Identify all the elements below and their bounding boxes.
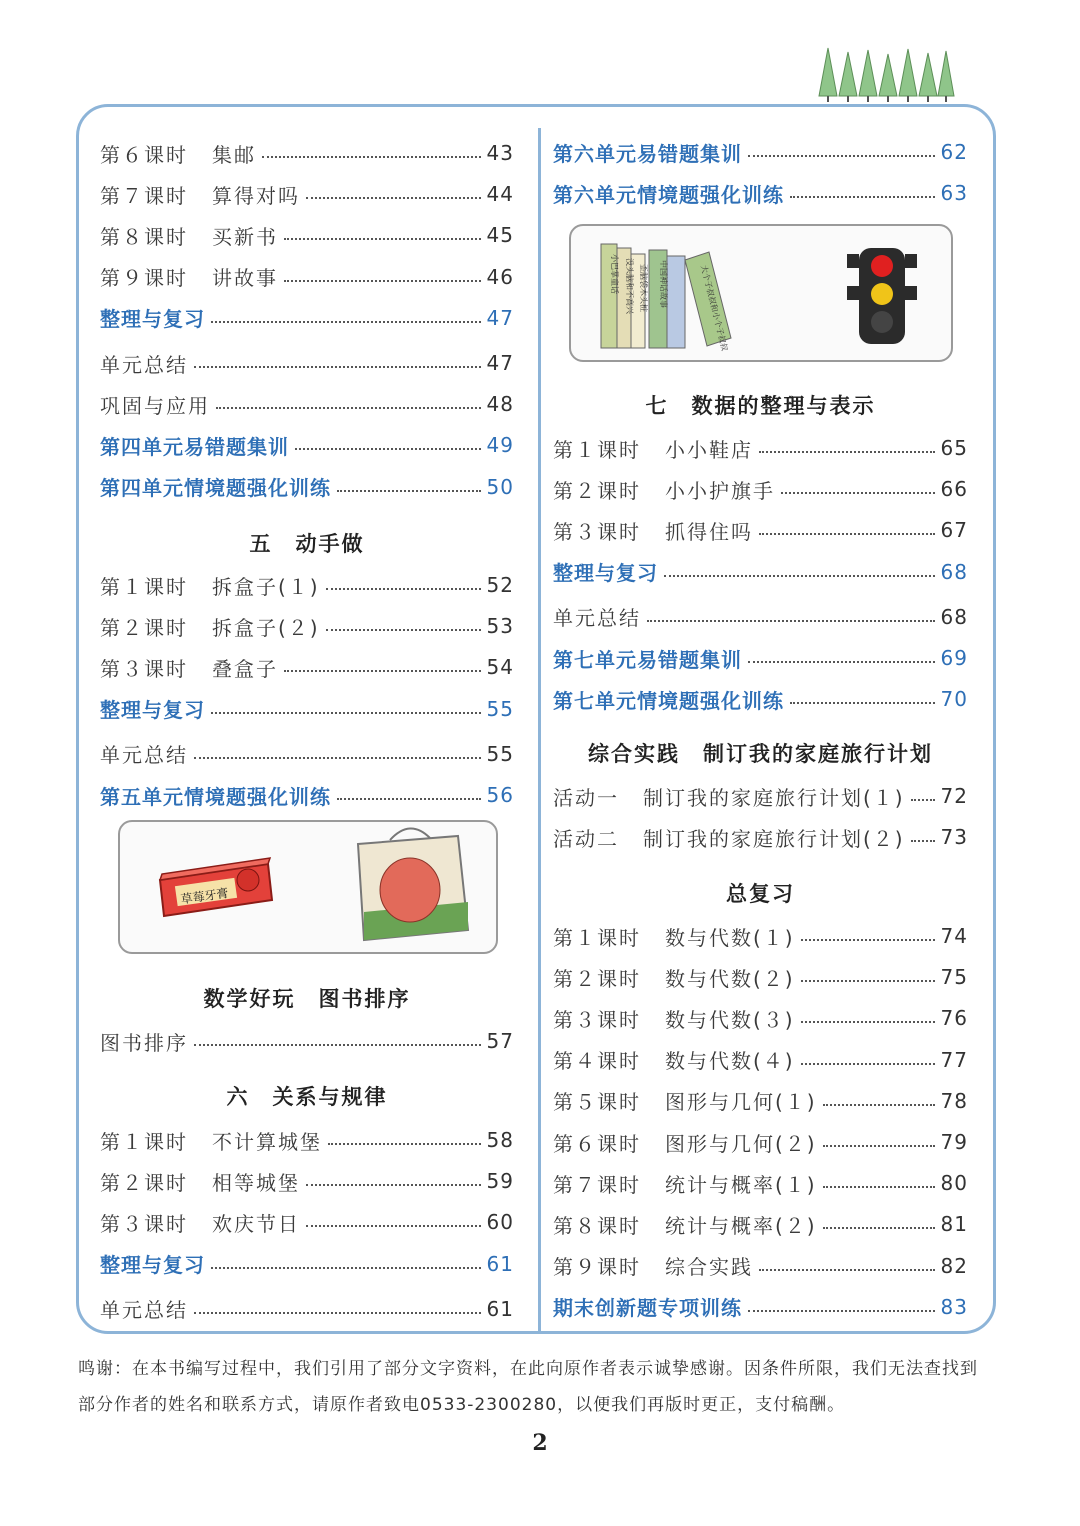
toc-title: 期末创新题专项训练 bbox=[553, 1296, 742, 1321]
toc-title: 相等城堡 bbox=[212, 1170, 300, 1195]
toc-title: 单元总结 bbox=[553, 606, 641, 631]
toc-leader-dots bbox=[326, 629, 481, 631]
acknowledgement-line-2: 部分作者的姓名和联系方式，请原作者致电0533-2300280，以便我们再版时更正，支付稿酬。 bbox=[78, 1395, 846, 1415]
toc-entry bbox=[553, 1206, 968, 1242]
section-title-unit6: 六 关系与规律 bbox=[226, 1085, 388, 1109]
toc-title: 第四单元情境题强化训练 bbox=[100, 476, 331, 501]
toc-entry bbox=[100, 176, 514, 212]
toc-lesson-number: 第９课时 bbox=[100, 266, 188, 291]
toc-page-number: 43 bbox=[486, 141, 514, 165]
toc-page-number: 72 bbox=[940, 784, 968, 808]
toc-title: 数与代数(１) bbox=[665, 925, 795, 950]
toc-title: 买新书 bbox=[212, 224, 278, 249]
toc-entry bbox=[553, 1083, 968, 1119]
toc-leader-dots bbox=[284, 670, 481, 672]
toc-entry bbox=[553, 1248, 968, 1284]
toc-lesson-number: 第２课时 bbox=[553, 478, 641, 503]
toc-lesson-number: 第１课时 bbox=[553, 437, 641, 462]
toc-leader-dots bbox=[306, 197, 481, 199]
toc-leader-dots bbox=[823, 1186, 935, 1188]
toc-leader-dots bbox=[284, 238, 481, 240]
toc-leader-dots bbox=[759, 533, 935, 535]
toc-page-number: 62 bbox=[940, 140, 968, 164]
toc-entry bbox=[100, 1023, 514, 1059]
toc-lesson-number: 第６课时 bbox=[100, 142, 188, 167]
toc-leader-dots bbox=[211, 321, 481, 323]
section-title-general-review: 总复习 bbox=[726, 882, 795, 906]
toc-entry bbox=[553, 681, 968, 717]
toc-entry bbox=[553, 819, 968, 855]
toc-leader-dots bbox=[748, 1310, 935, 1312]
toc-leader-dots bbox=[748, 155, 935, 157]
toc-title: 整理与复习 bbox=[100, 307, 205, 332]
toc-title: 第四单元易错题集训 bbox=[100, 434, 289, 459]
toc-page-number: 68 bbox=[940, 604, 968, 629]
toc-page-number: 75 bbox=[940, 965, 968, 990]
toc-entry bbox=[553, 554, 968, 590]
toc-lesson-number: 第２课时 bbox=[100, 1170, 188, 1195]
toc-entry bbox=[553, 959, 968, 995]
toothpaste-box-illustration bbox=[118, 820, 498, 954]
toc-title: 数与代数(２) bbox=[665, 966, 795, 991]
toc-page-number: 55 bbox=[486, 741, 514, 766]
toc-title: 整理与复习 bbox=[100, 698, 205, 723]
toc-page-number: 59 bbox=[486, 1169, 514, 1194]
toc-title: 综合实践 bbox=[665, 1255, 753, 1280]
toc-entry bbox=[100, 649, 514, 685]
toc-page-number: 54 bbox=[486, 655, 514, 680]
toc-title: 第七单元情境题强化训练 bbox=[553, 688, 784, 713]
traffic-light-icon bbox=[847, 248, 917, 344]
toc-title: 小小鞋店 bbox=[665, 437, 753, 462]
toc-title: 拆盒子(２) bbox=[212, 615, 320, 640]
toc-entry bbox=[553, 1289, 968, 1325]
toc-page-number: 70 bbox=[940, 687, 968, 712]
toc-entry bbox=[553, 471, 968, 507]
toc-title: 数与代数(４) bbox=[665, 1049, 795, 1074]
toc-leader-dots bbox=[328, 1143, 481, 1145]
toc-leader-dots bbox=[911, 840, 935, 842]
toc-page-number: 77 bbox=[940, 1047, 968, 1072]
toc-leader-dots bbox=[284, 280, 481, 282]
toc-title: 小小护旗手 bbox=[665, 478, 775, 503]
toc-page-number: 83 bbox=[940, 1294, 968, 1319]
toc-lesson-number: 第１课时 bbox=[553, 925, 641, 950]
toc-entry bbox=[553, 1165, 968, 1201]
toc-page-number: 57 bbox=[486, 1029, 514, 1053]
toc-title: 图形与几何(２) bbox=[665, 1131, 817, 1156]
toc-entry bbox=[100, 469, 514, 505]
book-title-4: 中国神话故事 bbox=[659, 260, 668, 308]
toc-title: 不计算城堡 bbox=[212, 1129, 322, 1154]
toc-page-number: 80 bbox=[940, 1171, 968, 1196]
toc-lesson-number: 第７课时 bbox=[100, 183, 188, 208]
toc-page-number: 58 bbox=[486, 1128, 514, 1152]
toc-title: 第六单元易错题集训 bbox=[553, 141, 742, 166]
toc-page-number: 44 bbox=[486, 182, 514, 207]
toc-page-number: 82 bbox=[940, 1253, 968, 1278]
toc-leader-dots bbox=[759, 1269, 935, 1271]
toc-page-number: 45 bbox=[486, 223, 514, 248]
books-traffic-light-illustration bbox=[569, 224, 953, 362]
toc-lesson-number: 第８课时 bbox=[100, 224, 188, 249]
section-title-unit7: 七 数据的整理与表示 bbox=[645, 394, 876, 418]
toc-leader-dots bbox=[748, 661, 935, 663]
toc-title: 整理与复习 bbox=[100, 1253, 205, 1278]
toc-page-number: 55 bbox=[486, 696, 514, 721]
toc-leader-dots bbox=[823, 1227, 935, 1229]
toc-leader-dots bbox=[337, 798, 481, 800]
toc-page-number: 49 bbox=[486, 433, 514, 458]
toc-lesson-number: 第５课时 bbox=[553, 1090, 641, 1115]
toc-entry bbox=[100, 1122, 514, 1158]
toc-page-number: 68 bbox=[940, 559, 968, 584]
toc-leader-dots bbox=[194, 1044, 481, 1046]
toc-leader-dots bbox=[295, 448, 481, 450]
column-divider bbox=[538, 128, 541, 1334]
toc-entry bbox=[553, 778, 968, 814]
toc-page-number: 63 bbox=[940, 181, 968, 206]
toc-page-number: 74 bbox=[940, 924, 968, 948]
toc-leader-dots bbox=[647, 620, 935, 622]
toc-entry bbox=[100, 691, 514, 727]
toc-entry bbox=[100, 135, 514, 171]
toc-page-number: 52 bbox=[486, 573, 514, 597]
toc-title: 抓得住吗 bbox=[665, 519, 753, 544]
toc-leader-dots bbox=[194, 757, 481, 759]
book-title-3: 歪脑袋木头桩 bbox=[639, 264, 648, 312]
toc-leader-dots bbox=[801, 1063, 935, 1065]
toc-leader-dots bbox=[790, 702, 935, 704]
toc-title: 拆盒子(１) bbox=[212, 574, 320, 599]
toc-entry bbox=[553, 918, 968, 954]
toc-page-number: 61 bbox=[486, 1251, 514, 1276]
toc-title: 整理与复习 bbox=[553, 561, 658, 586]
toc-leader-dots bbox=[211, 712, 481, 714]
toc-entry bbox=[100, 427, 514, 463]
toc-page-number: 69 bbox=[940, 646, 968, 670]
toc-page-number: 81 bbox=[940, 1212, 968, 1237]
toc-lesson-number: 第１课时 bbox=[100, 574, 188, 599]
toc-leader-dots bbox=[337, 490, 481, 492]
toc-entry bbox=[553, 512, 968, 548]
toc-title: 单元总结 bbox=[100, 1298, 188, 1323]
toc-lesson-number: 活动一 bbox=[553, 785, 619, 810]
toc-entry bbox=[100, 300, 514, 336]
toc-leader-dots bbox=[211, 1267, 481, 1269]
toc-title: 集邮 bbox=[212, 142, 256, 167]
toc-entry bbox=[553, 1000, 968, 1036]
toc-entry bbox=[553, 430, 968, 466]
toc-entry bbox=[100, 1204, 514, 1240]
toc-title: 讲故事 bbox=[212, 266, 278, 291]
toc-leader-dots bbox=[801, 939, 935, 941]
section-title-unit5: 五 动手做 bbox=[249, 532, 365, 556]
toc-page-number: 61 bbox=[486, 1296, 514, 1321]
toc-title: 图形与几何(１) bbox=[665, 1090, 817, 1115]
toc-entry bbox=[553, 175, 968, 211]
toc-title: 统计与概率(１) bbox=[665, 1172, 817, 1197]
toc-lesson-number: 第２课时 bbox=[553, 966, 641, 991]
toc-leader-dots bbox=[326, 588, 481, 590]
toc-page-number: 73 bbox=[940, 825, 968, 850]
toc-page-number: 79 bbox=[940, 1130, 968, 1154]
page-number: 2 bbox=[532, 1430, 548, 1456]
toc-title: 叠盒子 bbox=[212, 656, 278, 681]
toc-page-number: 47 bbox=[486, 351, 514, 375]
toc-entry bbox=[100, 259, 514, 295]
toc-lesson-number: 第１课时 bbox=[100, 1129, 188, 1154]
toc-entry bbox=[553, 134, 968, 170]
toc-lesson-number: 第８课时 bbox=[553, 1213, 641, 1238]
toc-leader-dots bbox=[306, 1225, 481, 1227]
toc-page-number: 76 bbox=[940, 1006, 968, 1031]
toc-title: 制订我的家庭旅行计划(２) bbox=[643, 826, 905, 851]
toc-lesson-number: 第２课时 bbox=[100, 615, 188, 640]
toc-page-number: 46 bbox=[486, 264, 514, 289]
toc-title: 第七单元易错题集训 bbox=[553, 647, 742, 672]
toothpaste-box-label: 草莓牙膏 bbox=[179, 885, 230, 907]
toc-lesson-number: 第３课时 bbox=[100, 656, 188, 681]
toc-page-number: 67 bbox=[940, 518, 968, 543]
toc-lesson-number: 活动二 bbox=[553, 826, 619, 851]
toc-leader-dots bbox=[216, 407, 481, 409]
toc-leader-dots bbox=[823, 1145, 935, 1147]
toc-entry bbox=[100, 608, 514, 644]
toc-title: 第五单元情境题强化训练 bbox=[100, 784, 331, 809]
book-title-5: 大个子叔叔和小个子叔叔 bbox=[699, 264, 730, 352]
toc-lesson-number: 第３课时 bbox=[553, 519, 641, 544]
toc-lesson-number: 第３课时 bbox=[553, 1007, 641, 1032]
toc-lesson-number: 第４课时 bbox=[553, 1049, 641, 1074]
toc-title: 数与代数(３) bbox=[665, 1007, 795, 1032]
toc-leader-dots bbox=[194, 366, 481, 368]
toc-entry bbox=[553, 1042, 968, 1078]
toc-title: 图书排序 bbox=[100, 1030, 188, 1055]
acknowledgement-line-1: 鸣谢：在本书编写过程中，我们引用了部分文字资料，在此向原作者表示诚挚感谢。因条件所限，我们无法查找到 bbox=[78, 1359, 978, 1379]
toc-entry bbox=[100, 1163, 514, 1199]
toc-title: 第六单元情境题强化训练 bbox=[553, 182, 784, 207]
toc-entry bbox=[100, 345, 514, 381]
toc-leader-dots bbox=[823, 1104, 935, 1106]
toc-leader-dots bbox=[801, 980, 935, 982]
toc-lesson-number: 第６课时 bbox=[553, 1131, 641, 1156]
toc-title: 单元总结 bbox=[100, 743, 188, 768]
toc-page-number: 78 bbox=[940, 1088, 968, 1113]
toc-entry bbox=[100, 736, 514, 772]
section-title-fun-math: 数学好玩 图书排序 bbox=[203, 987, 411, 1011]
toc-title: 制订我的家庭旅行计划(１) bbox=[643, 785, 905, 810]
toc-entry bbox=[100, 1246, 514, 1282]
toc-leader-dots bbox=[790, 196, 935, 198]
toc-page-number: 48 bbox=[486, 392, 514, 417]
toc-leader-dots bbox=[801, 1021, 935, 1023]
toc-leader-dots bbox=[781, 492, 935, 494]
toc-entry bbox=[553, 599, 968, 635]
toc-title: 统计与概率(２) bbox=[665, 1213, 817, 1238]
toc-leader-dots bbox=[306, 1184, 481, 1186]
toc-lesson-number: 第３课时 bbox=[100, 1211, 188, 1236]
book-title-2: 没头脑和不高兴 bbox=[625, 258, 634, 314]
toc-title: 算得对吗 bbox=[212, 183, 300, 208]
toc-page-number: 66 bbox=[940, 477, 968, 502]
toc-page-number: 47 bbox=[486, 305, 514, 330]
toc-entry bbox=[100, 386, 514, 422]
toc-entry bbox=[100, 217, 514, 253]
toc-lesson-number: 第７课时 bbox=[553, 1172, 641, 1197]
section-title-practice: 综合实践 制订我的家庭旅行计划 bbox=[588, 742, 933, 766]
toc-leader-dots bbox=[664, 575, 935, 577]
toc-page-number: 53 bbox=[486, 614, 514, 639]
toc-entry bbox=[100, 1291, 514, 1327]
tree-icon bbox=[819, 48, 954, 96]
toc-title: 欢庆节日 bbox=[212, 1211, 300, 1236]
toc-leader-dots bbox=[759, 451, 935, 453]
toc-title: 单元总结 bbox=[100, 352, 188, 377]
toc-entry bbox=[100, 777, 514, 813]
toc-leader-dots bbox=[194, 1312, 481, 1314]
toc-page-number: 65 bbox=[940, 436, 968, 460]
toc-entry bbox=[553, 1124, 968, 1160]
trees-decoration bbox=[816, 44, 956, 104]
toc-entry bbox=[100, 567, 514, 603]
toc-page-number: 56 bbox=[486, 783, 514, 807]
toc-page-number: 60 bbox=[486, 1210, 514, 1235]
paper-bag-icon bbox=[358, 828, 468, 940]
toc-page-number: 50 bbox=[486, 474, 514, 499]
toc-leader-dots bbox=[262, 156, 481, 158]
toc-title: 巩固与应用 bbox=[100, 393, 210, 418]
toc-entry bbox=[553, 640, 968, 676]
book-title-1: 小巴掌童话 bbox=[610, 254, 619, 294]
toc-leader-dots bbox=[911, 799, 935, 801]
toc-lesson-number: 第９课时 bbox=[553, 1255, 641, 1280]
